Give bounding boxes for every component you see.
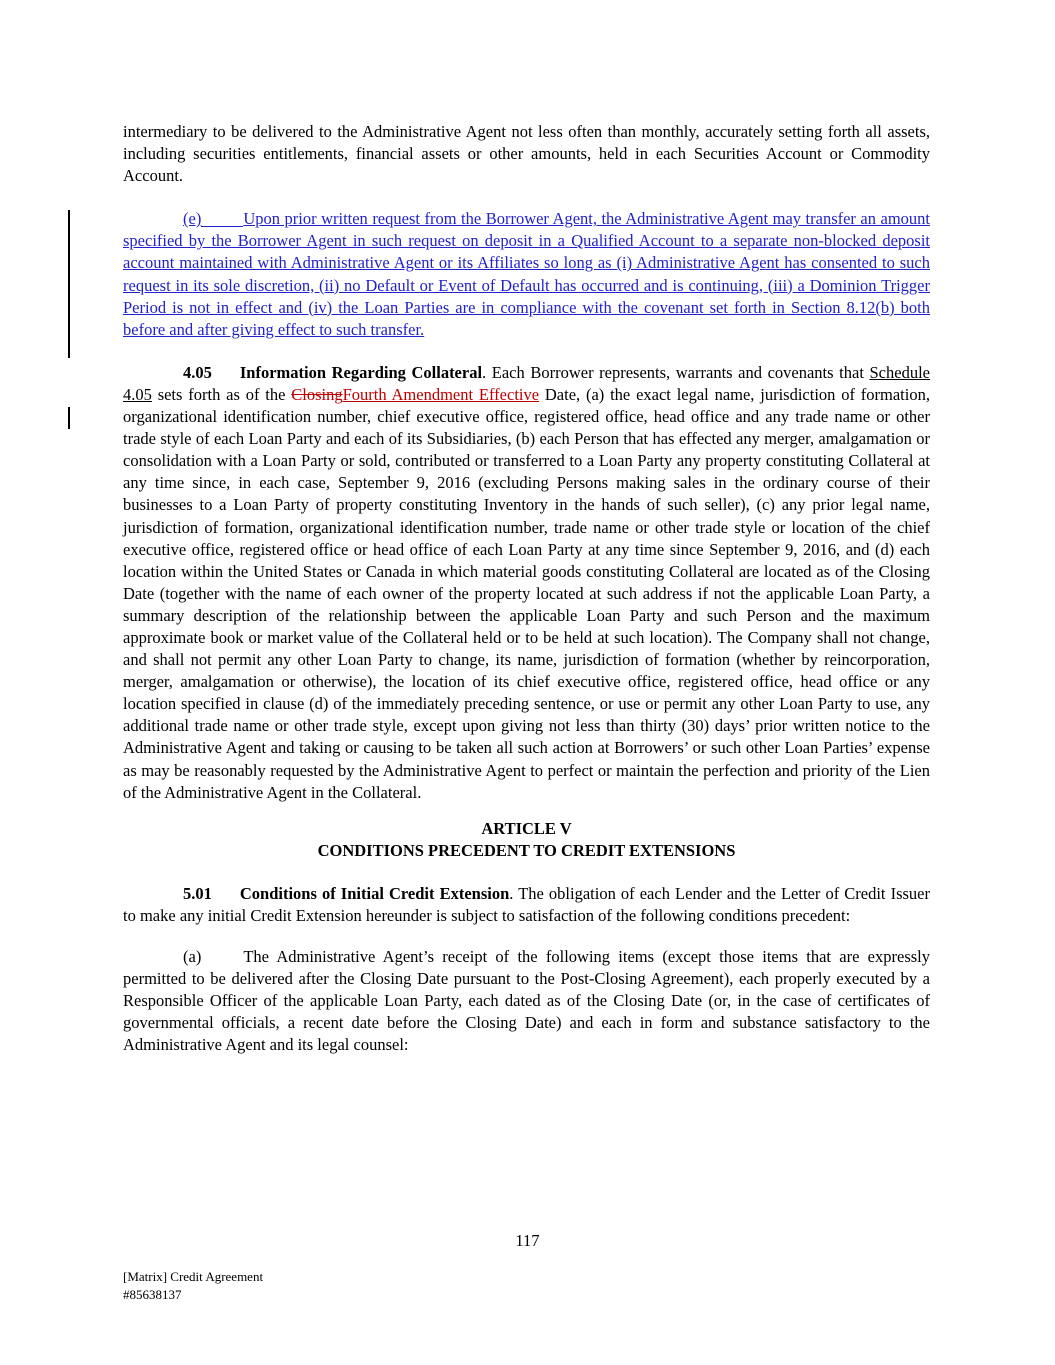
- section-4-05-before-change: sets forth as of the: [151, 384, 292, 404]
- paragraph-e-text: Upon prior written request from the Borrower Agent, the Administrative Agent may transfer an amount specified by the Borrower Agent in such request on deposit in a Qualified Account to a separate non-blocked deposit account maintained with Administrative Agent or its Affiliates so long as (i) Administrative Agent has consented to such request in its sole discretion, (ii) no Default or Event of Default has occurred and is continuing, (iii) a Dominion Trigger Period is not in effect and (iv) the Loan Parties are in compliance with the covenant set forth in Section 8.12(b) both before and after giving effect to such transfer.: [123, 209, 930, 339]
- paragraph-a-label: (a): [183, 947, 202, 967]
- article-v-subheading: CONDITIONS PRECEDENT TO CREDIT EXTENSIONS: [317, 840, 736, 860]
- schedule-4-05-reference: Schedule 4.05: [123, 362, 930, 404]
- section-5-01: [123, 883, 930, 927]
- section-4-05: [123, 362, 930, 804]
- deleted-text-closing: Closing: [291, 384, 343, 404]
- change-bar-paragraph-e: [68, 210, 70, 358]
- document-footer: [123, 1268, 263, 1304]
- tab-spacer: [201, 208, 243, 227]
- footer-doc-name: [Matrix] Credit Agreement: [123, 1269, 264, 1284]
- section-5-01-body: . The obligation of each Lender and the Letter of Credit Issuer to make any initial Credit Extension hereunder is subject to satisfaction of the following conditions precedent:: [123, 883, 931, 925]
- change-bar-section-405: [68, 407, 70, 429]
- article-v-headings: [123, 818, 930, 862]
- section-5-01-number: 5.01: [183, 883, 212, 903]
- section-5-01-title: Conditions of Initial Credit Extension: [239, 883, 510, 903]
- section-4-05-lead-in: . Each Borrower represents, warrants and covenants that: [482, 362, 870, 382]
- paragraph-e: [123, 208, 930, 341]
- article-v-heading: ARTICLE V: [481, 818, 572, 838]
- paragraph-intermediary: intermediary to be delivered to the Administrative Agent not less often than monthly, accurately setting forth all assets, including securities entitlements, financial assets or other amounts, held in each Securities Account or Commodity Account.: [123, 122, 930, 186]
- section-4-05-number: 4.05: [183, 362, 212, 382]
- paragraph-a: [123, 946, 930, 1056]
- page-number: 117: [515, 1231, 540, 1250]
- footer-doc-id: #85638137: [123, 1287, 182, 1302]
- inserted-text-fourth-amendment-effective: Fourth Amendment Effective: [342, 384, 540, 404]
- paragraph-a-text: The Administrative Agent’s receipt of the following items (except those items that are expressly permitted to be delivered after the Closing Date pursuant to the Post-Closing Agreement), each properly executed by a Responsible Officer of the applicable Loan Party, each dated as of the Closing Date (or, in the case of certificates of governmental officials, a recent date before the Closing Date) and each in form and substance satisfactory to the Administrative Agent and its legal counsel:: [123, 947, 930, 1055]
- section-4-05-body: Date, (a) the exact legal name, jurisdiction of formation, organizational identification number, chief executive office, registered office, head office and any trade name or other trade style of each Loan Party and each of its Subsidiaries, (b) each Person that has effected any merger, amalgamation or consolidation with a Loan Party or sold, contributed or transferred to a Loan Party any property constituting Collateral at any time since, in each case, September 9, 2016 (excluding Persons making sales in the ordinary course of their businesses to a Loan Party of property constituting Inventory in the hands of such seller), (c) any prior legal name, jurisdiction of formation, organizational identification number, trade name or other trade style or location of the chief executive office, registered office or head office of each Loan Party at any time since September 9, 2016, and (d) each location within the United States or Canada in which material goods constituting Collateral are located as of the Closing Date (together with the name of each owner of the property located at such address if not the applicable Loan Party, a summary description of the relationship between the applicable Loan Party and such Person and the maximum approximate book or market value of the Collateral held or to be held at such location). The Company shall not change, and shall not permit any other Loan Party to change, its name, jurisdiction of formation (whether by reincorporation, merger, amalgamation or otherwise), the location of its chief executive office, registered office, head office or any location specified in clause (d) of the immediately preceding sentence, or use or permit any other Loan Party to use, any additional trade name or other trade style, except upon giving not less than thirty (30) days’ prior written notice to the Administrative Agent and taking or causing to be taken all such action at Borrowers’ or such other Loan Parties’ expense as may be reasonably requested by the Administrative Agent to perfect or maintain the perfection and priority of the Lien of the Administrative Agent in the Collateral.: [123, 384, 930, 802]
- document-body: [123, 121, 930, 1057]
- section-4-05-title: Information Regarding Collateral: [239, 362, 483, 382]
- paragraph-e-label: (e): [183, 209, 202, 229]
